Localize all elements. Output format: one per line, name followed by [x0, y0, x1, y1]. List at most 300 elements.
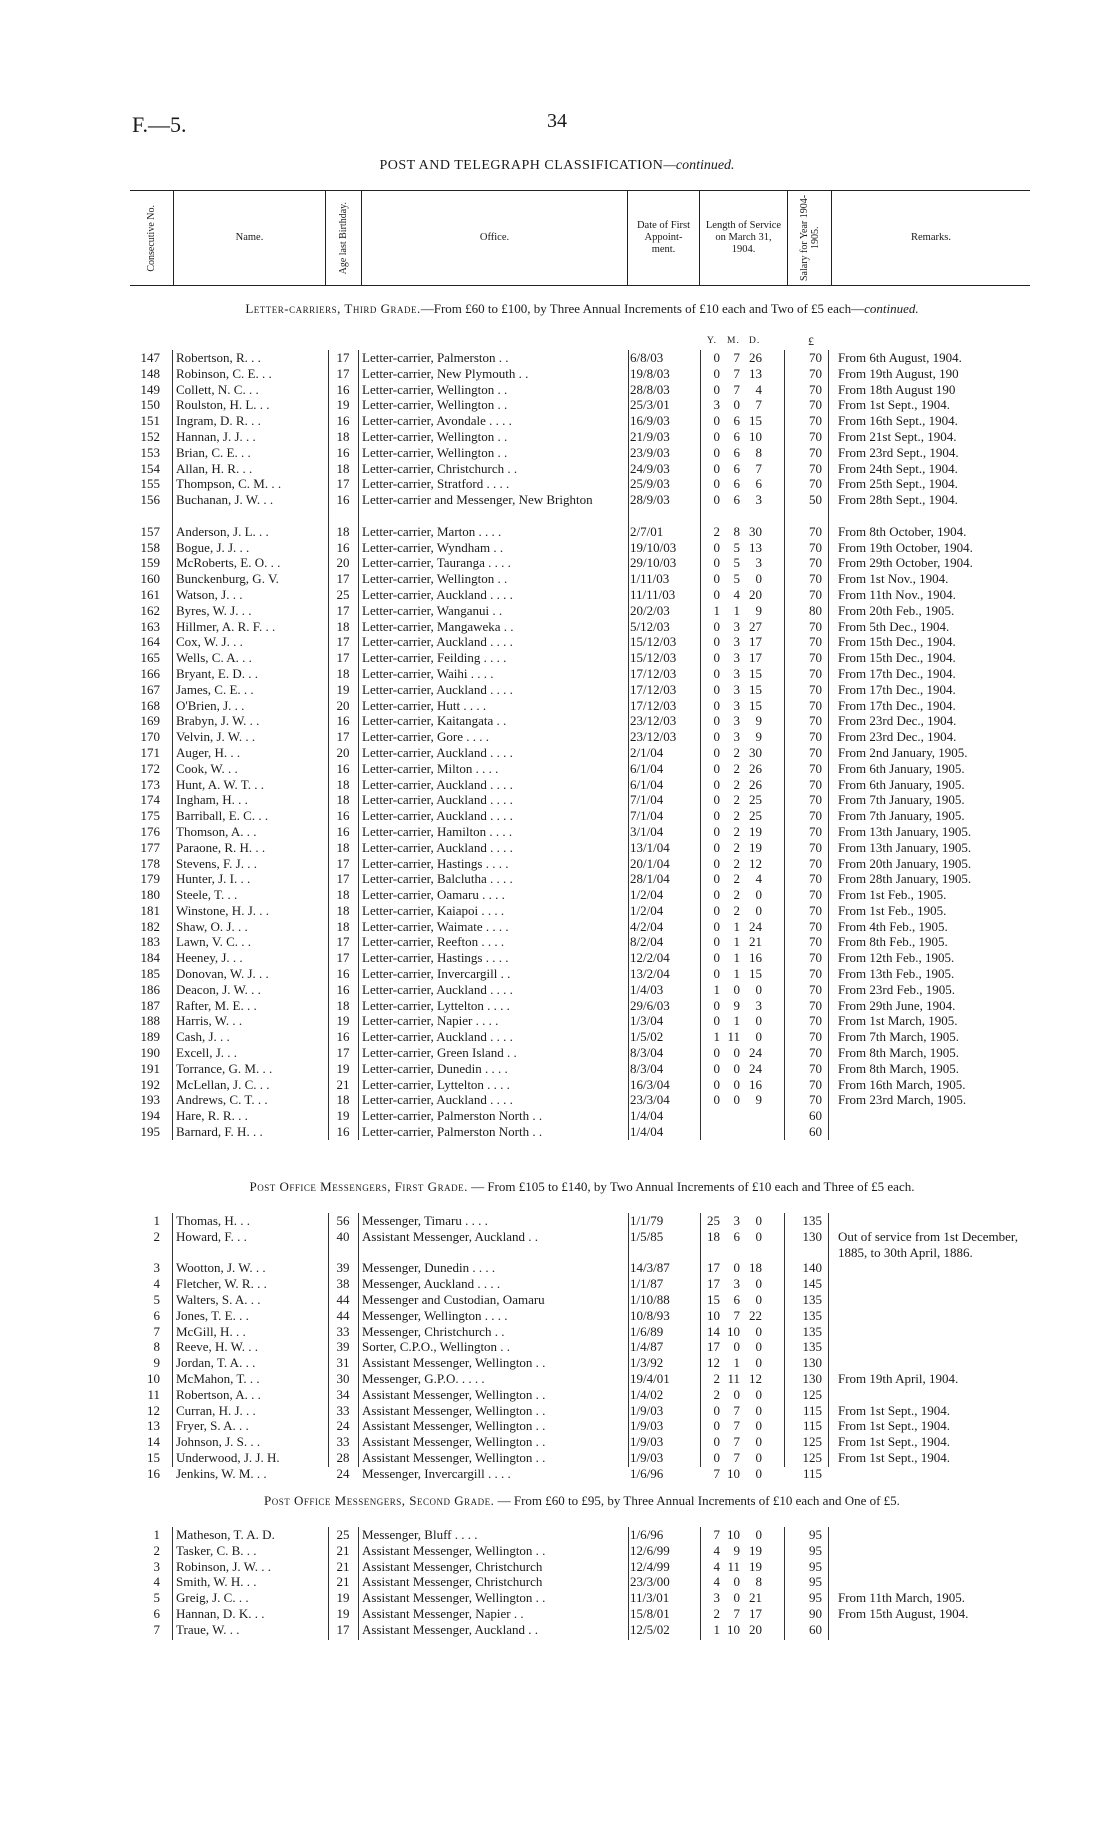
cell-office: Assistant Messenger, Wellington . . [362, 1590, 546, 1606]
cell-salary: 70 [809, 887, 822, 903]
cell-service-days: 25 [749, 808, 762, 824]
table-row [0, 982, 1114, 998]
cell-service-months: 7 [733, 1449, 740, 1465]
cell-office: Letter-carrier, Auckland . . . . [362, 681, 513, 697]
table-row [0, 634, 1114, 650]
table-row [0, 540, 1114, 556]
cell-age: 17 [336, 365, 350, 381]
cell-name: Auger, H. . . [176, 744, 241, 760]
table-row [0, 397, 1114, 413]
cell-consecutive-no: 192 [140, 1076, 160, 1092]
cell-appointment-date: 25/9/03 [630, 476, 670, 492]
column-rule [784, 1527, 785, 1640]
table-row [0, 1308, 1114, 1324]
cell-service-years: 0 [713, 1434, 720, 1450]
cell-remarks: From 17th Dec., 1904. [838, 665, 956, 681]
cell-salary: 80 [809, 602, 822, 618]
cell-office: Letter-carrier, Milton . . . . [362, 760, 499, 776]
cell-salary: 135 [802, 1291, 822, 1307]
cell-name: Fryer, S. A. . . [176, 1418, 249, 1434]
cell-remarks: From 20th Feb., 1905. [838, 602, 955, 618]
cell-salary: 70 [809, 634, 822, 650]
section-title-messengers-second [132, 1493, 1032, 1509]
cell-office: Letter-carrier, Wellington . . [362, 444, 508, 460]
table-row [0, 555, 1114, 571]
cell-name: Stevens, F. J. . . [176, 855, 257, 871]
cell-appointment-date: 1/9/03 [630, 1434, 664, 1450]
cell-service-days: 19 [749, 823, 762, 839]
cell-consecutive-no: 15 [147, 1449, 160, 1465]
cell-name: Steele, T. . . [176, 887, 238, 903]
cell-appointment-date: 19/10/03 [630, 539, 677, 555]
table-row [0, 745, 1114, 761]
cell-consecutive-no: 3 [153, 1558, 160, 1574]
cell-appointment-date: 2/1/04 [630, 744, 664, 760]
cell-service-years: 17 [707, 1276, 720, 1292]
cell-remarks: From 4th Feb., 1905. [838, 918, 948, 934]
cell-service-years: 0 [713, 950, 720, 966]
table-row [0, 1339, 1114, 1355]
cell-service-months: 6 [733, 1291, 740, 1307]
cell-service-years: 0 [713, 381, 720, 397]
table-row [0, 792, 1114, 808]
cell-salary: 115 [802, 1418, 822, 1434]
cell-age: 19 [336, 1590, 350, 1606]
cell-name: Bogue, J. J. . . [176, 539, 250, 555]
cell-consecutive-no: 195 [140, 1124, 160, 1140]
cell-salary: 135 [802, 1307, 822, 1323]
cell-service-months: 0 [733, 1386, 740, 1402]
cell-service-months: 10 [727, 1323, 740, 1339]
cell-age: 34 [336, 1386, 350, 1402]
cell-salary: 130 [802, 1370, 822, 1386]
column-rule [784, 1213, 785, 1467]
cell-salary: 70 [809, 1013, 822, 1029]
cell-service-days: 9 [755, 1092, 762, 1108]
cell-service-months: 9 [733, 1542, 740, 1558]
cell-age: 31 [336, 1355, 350, 1371]
cell-salary: 95 [809, 1527, 822, 1542]
page-number: 34 [547, 110, 567, 132]
cell-remarks: From 11th Nov., 1904. [838, 586, 956, 602]
unit-years: Y. [707, 336, 718, 346]
cell-service-years: 7 [713, 1527, 720, 1542]
cell-appointment-date: 19/4/01 [630, 1370, 670, 1386]
cell-service-years: 0 [713, 808, 720, 824]
cell-service-years: 0 [713, 744, 720, 760]
cell-age: 18 [336, 523, 350, 539]
column-rule [328, 1527, 329, 1640]
cell-consecutive-no: 165 [140, 650, 160, 666]
cell-service-months: 7 [733, 1402, 740, 1418]
cell-consecutive-no: 149 [140, 381, 160, 397]
column-rule [628, 1527, 629, 1640]
cell-consecutive-no: 181 [140, 902, 160, 918]
cell-age: 39 [336, 1339, 350, 1355]
cell-age: 18 [336, 902, 350, 918]
cell-appointment-date: 1/5/02 [630, 1029, 664, 1045]
cell-service-days: 13 [749, 539, 762, 555]
cell-office: Letter-carrier, Gore . . . . [362, 729, 489, 745]
cell-remarks: From 21st Sept., 1904. [838, 428, 957, 444]
cell-service-days: 26 [749, 776, 762, 792]
cell-name: O'Brien, J. . . [176, 697, 245, 713]
table-row [0, 1276, 1114, 1292]
cell-age: 17 [336, 350, 350, 365]
table-row [0, 919, 1114, 935]
cell-remarks: From 1st Sept., 1904. [838, 1434, 950, 1450]
section-title-c: continued. [864, 301, 919, 316]
table-row [0, 698, 1114, 714]
cell-age: 40 [336, 1228, 350, 1244]
cell-appointment-date: 20/2/03 [630, 602, 670, 618]
cell-service-days: 0 [755, 1434, 762, 1450]
cell-remarks: From 28th Sept., 1904. [838, 492, 958, 508]
cell-service-years: 3 [713, 397, 720, 413]
cell-service-years: 0 [713, 918, 720, 934]
cell-age: 19 [336, 681, 350, 697]
cell-appointment-date: 17/12/03 [630, 665, 677, 681]
cell-name: Watson, J. . . [176, 586, 243, 602]
cell-office: Assistant Messenger, Christchurch [362, 1558, 543, 1574]
cell-office: Letter-carrier, Waimate . . . . [362, 918, 509, 934]
cell-office: Letter-carrier, Hastings . . . . [362, 950, 509, 966]
cell-service-days: 16 [749, 1076, 762, 1092]
cell-age: 17 [336, 571, 350, 587]
table-row [0, 650, 1114, 666]
cell-salary: 70 [809, 1076, 822, 1092]
cell-service-days: 3 [755, 997, 762, 1013]
cell-service-years: 18 [707, 1228, 720, 1244]
cell-salary: 70 [809, 650, 822, 666]
col-no: Consecutive No. [130, 191, 174, 285]
cell-age: 17 [336, 634, 350, 650]
cell-remarks: Out of service from 1st December, 1885, to 30th April, 1886. [838, 1228, 1018, 1260]
cell-name: Hunter, J. I. . . [176, 871, 251, 887]
cell-service-days: 0 [755, 887, 762, 903]
cell-office: Letter-carrier, Kaiapoi . . . . [362, 902, 505, 918]
cell-appointment-date: 1/11/03 [630, 571, 670, 587]
cell-service-months: 3 [733, 618, 740, 634]
cell-salary: 70 [809, 1029, 822, 1045]
cell-service-years: 0 [713, 1449, 720, 1465]
cell-office: Letter-carrier, Wellington . . [362, 571, 508, 587]
cell-service-months: 0 [733, 981, 740, 997]
cell-service-days: 0 [755, 902, 762, 918]
cell-office: Letter-carrier, Invercargill . . [362, 966, 511, 982]
cell-service-months: 3 [733, 634, 740, 650]
table-row [0, 808, 1114, 824]
cell-service-years: 2 [713, 1605, 720, 1621]
cell-consecutive-no: 155 [140, 476, 160, 492]
cell-office: Messenger, Invercargill . . . . [362, 1465, 511, 1481]
cell-service-years: 0 [713, 681, 720, 697]
cell-appointment-date: 7/1/04 [630, 808, 664, 824]
cell-salary: 135 [802, 1213, 822, 1228]
cell-service-months: 5 [733, 571, 740, 587]
cell-service-months: 2 [733, 776, 740, 792]
cell-service-months: 5 [733, 555, 740, 571]
table-body-messengers-second [0, 1527, 1114, 1638]
cell-service-days: 24 [749, 918, 762, 934]
cell-consecutive-no: 8 [153, 1339, 160, 1355]
cell-name: Buchanan, J. W. . . [176, 492, 274, 508]
table-row [0, 1466, 1114, 1482]
cell-service-days: 0 [755, 1339, 762, 1355]
cell-salary: 70 [809, 365, 822, 381]
cell-appointment-date: 17/12/03 [630, 697, 677, 713]
table-row [0, 1013, 1114, 1029]
cell-salary: 95 [809, 1574, 822, 1590]
table-row [0, 777, 1114, 793]
cell-consecutive-no: 184 [140, 950, 160, 966]
cell-name: Ingham, H. . . [176, 792, 248, 808]
cell-name: Donovan, W. J. . . [176, 966, 269, 982]
cell-age: 16 [336, 492, 350, 508]
cell-appointment-date: 1/3/04 [630, 1013, 664, 1029]
cell-service-months: 2 [733, 887, 740, 903]
cell-service-days: 8 [755, 444, 762, 460]
cell-service-days: 10 [749, 428, 762, 444]
cell-age: 56 [336, 1213, 350, 1228]
cell-appointment-date: 12/4/99 [630, 1558, 670, 1574]
cell-consecutive-no: 13 [147, 1418, 160, 1434]
cell-name: Traue, W. . . [176, 1621, 240, 1637]
cell-service-months: 0 [733, 1060, 740, 1076]
cell-age: 16 [336, 1124, 350, 1140]
cell-consecutive-no: 3 [153, 1260, 160, 1276]
cell-name: Jenkins, W. M. . . [176, 1465, 267, 1481]
cell-service-days: 0 [755, 1386, 762, 1402]
cell-service-years: 0 [713, 476, 720, 492]
cell-remarks: From 1st Feb., 1905. [838, 902, 947, 918]
cell-service-days: 17 [749, 1605, 762, 1621]
cell-name: Byres, W. J. . . [176, 602, 252, 618]
cell-name: Jones, T. E. . . [176, 1307, 249, 1323]
cell-service-days: 0 [755, 1449, 762, 1465]
cell-appointment-date: 12/2/04 [630, 950, 670, 966]
cell-service-days: 0 [755, 1418, 762, 1434]
cell-remarks: From 29th October, 1904. [838, 555, 973, 571]
cell-service-months: 6 [733, 476, 740, 492]
cell-salary: 60 [809, 1124, 822, 1140]
cell-service-years: 0 [713, 997, 720, 1013]
cell-appointment-date: 1/6/89 [630, 1323, 664, 1339]
section-title-a: Letter-carriers, Third Grade. [245, 301, 421, 316]
cell-name: Cash, J. . . [176, 1029, 230, 1045]
cell-service-days: 3 [755, 555, 762, 571]
cell-name: Hannan, J. J. . . [176, 428, 256, 444]
cell-salary: 130 [802, 1355, 822, 1371]
cell-remarks: From 1st March, 1905. [838, 1013, 958, 1029]
cell-office: Letter-carrier, Auckland . . . . [362, 808, 513, 824]
cell-age: 17 [336, 1045, 350, 1061]
cell-remarks: From 7th March, 1905. [838, 1029, 959, 1045]
cell-service-days: 20 [749, 1621, 762, 1637]
section-title-letter-carriers [132, 301, 1032, 317]
cell-name: Winstone, H. J. . . [176, 902, 269, 918]
cell-appointment-date: 16/3/04 [630, 1076, 670, 1092]
cell-service-months: 1 [733, 918, 740, 934]
cell-salary: 70 [809, 681, 822, 697]
cell-service-years: 0 [713, 365, 720, 381]
cell-service-years: 10 [707, 1307, 720, 1323]
cell-office: Letter-carrier, Palmerston North . . [362, 1108, 543, 1124]
cell-age: 17 [336, 729, 350, 745]
table-row [0, 682, 1114, 698]
cell-salary: 70 [809, 350, 822, 365]
cell-age: 24 [336, 1418, 350, 1434]
cell-office: Letter-carrier, Oamaru . . . . [362, 887, 505, 903]
cell-appointment-date: 12/6/99 [630, 1542, 670, 1558]
cell-age: 16 [336, 381, 350, 397]
cell-consecutive-no: 158 [140, 539, 160, 555]
cell-appointment-date: 2/7/01 [630, 523, 664, 539]
cell-age: 16 [336, 760, 350, 776]
cell-name: Deacon, J. W. . . [176, 981, 261, 997]
column-rule [700, 350, 701, 1140]
cell-appointment-date: 8/3/04 [630, 1060, 664, 1076]
column-rule [700, 1527, 701, 1640]
cell-office: Letter-carrier, Wellington . . [362, 397, 508, 413]
cell-consecutive-no: 164 [140, 634, 160, 650]
column-rule [328, 1213, 329, 1467]
cell-consecutive-no: 175 [140, 808, 160, 824]
cell-service-days: 0 [755, 1355, 762, 1371]
cell-service-days: 21 [749, 1590, 762, 1606]
cell-service-days: 7 [755, 397, 762, 413]
cell-appointment-date: 23/3/00 [630, 1574, 670, 1590]
cell-office: Assistant Messenger, Wellington . . [362, 1386, 546, 1402]
cell-age: 21 [336, 1076, 350, 1092]
cell-salary: 70 [809, 381, 822, 397]
cell-consecutive-no: 177 [140, 839, 160, 855]
cell-appointment-date: 19/8/03 [630, 365, 670, 381]
cell-service-years: 0 [713, 902, 720, 918]
cell-service-months: 0 [733, 1076, 740, 1092]
cell-appointment-date: 15/12/03 [630, 650, 677, 666]
cell-remarks: From 19th October, 1904. [838, 539, 973, 555]
cell-appointment-date: 29/10/03 [630, 555, 677, 571]
cell-office: Letter-carrier, Marton . . . . [362, 523, 502, 539]
cell-remarks: From 8th October, 1904. [838, 523, 967, 539]
cell-office: Letter-carrier, Christchurch . . [362, 460, 518, 476]
cell-name: Curran, H. J. . . [176, 1402, 256, 1418]
cell-appointment-date: 6/1/04 [630, 776, 664, 792]
cell-appointment-date: 20/1/04 [630, 855, 670, 871]
cell-office: Letter-carrier and Messenger, New Brighton [362, 492, 593, 508]
cell-age: 25 [336, 1527, 350, 1542]
cell-remarks: From 5th Dec., 1904. [838, 618, 950, 634]
cell-remarks: From 23rd Feb., 1905. [838, 981, 955, 997]
column-rule [172, 1213, 173, 1467]
col-salary: Salary for Year 1904-1905. [788, 191, 832, 285]
cell-name: McGill, H. . . [176, 1323, 246, 1339]
column-rule [628, 350, 629, 1140]
cell-appointment-date: 1/6/96 [630, 1527, 664, 1542]
table-row [0, 1622, 1114, 1638]
cell-name: Allan, H. R. . . [176, 460, 253, 476]
cell-salary: 70 [809, 586, 822, 602]
table-row [0, 1418, 1114, 1434]
cell-service-days: 17 [749, 634, 762, 650]
title-continued: —continued. [663, 158, 735, 173]
cell-service-years: 2 [713, 1386, 720, 1402]
table-row [0, 1590, 1114, 1606]
cell-office: Messenger, Timaru . . . . [362, 1213, 488, 1228]
cell-age: 18 [336, 460, 350, 476]
cell-age: 19 [336, 1060, 350, 1076]
cell-consecutive-no: 16 [147, 1465, 160, 1481]
cell-age: 16 [336, 539, 350, 555]
cell-appointment-date: 13/1/04 [630, 839, 670, 855]
cell-consecutive-no: 4 [153, 1574, 160, 1590]
table-row [0, 1077, 1114, 1093]
cell-appointment-date: 15/12/03 [630, 634, 677, 650]
table-row [0, 1292, 1114, 1308]
cell-service-years: 0 [713, 887, 720, 903]
cell-name: Rafter, M. E. . . [176, 997, 257, 1013]
cell-service-months: 8 [733, 523, 740, 539]
cell-office: Letter-carrier, Wellington . . [362, 428, 508, 444]
cell-office: Letter-carrier, Wanganui . . [362, 602, 503, 618]
cell-age: 33 [336, 1402, 350, 1418]
cell-appointment-date: 1/4/04 [630, 1108, 664, 1124]
table-row [0, 1324, 1114, 1340]
cell-appointment-date: 3/1/04 [630, 823, 664, 839]
cell-service-months: 1 [733, 950, 740, 966]
cell-consecutive-no: 194 [140, 1108, 160, 1124]
cell-name: Howard, F. . . [176, 1228, 247, 1244]
cell-service-days: 0 [755, 1228, 762, 1244]
cell-appointment-date: 28/8/03 [630, 381, 670, 397]
cell-service-months: 3 [733, 729, 740, 745]
cell-consecutive-no: 5 [153, 1590, 160, 1606]
section-title-b: — From £105 to £140, by Two Annual Increments of £10 each and Three of £5 each. [467, 1179, 915, 1194]
cell-service-years: 17 [707, 1260, 720, 1276]
cell-appointment-date: 16/9/03 [630, 413, 670, 429]
cell-age: 16 [336, 444, 350, 460]
page-title [0, 158, 1114, 174]
cell-service-days: 16 [749, 950, 762, 966]
cell-age: 44 [336, 1307, 350, 1323]
cell-consecutive-no: 10 [147, 1370, 160, 1386]
cell-remarks: From 8th March, 1905. [838, 1060, 959, 1076]
cell-name: Robinson, C. E. . . [176, 365, 272, 381]
cell-service-months: 5 [733, 539, 740, 555]
cell-salary: 70 [809, 934, 822, 950]
cell-office: Assistant Messenger, Wellington . . [362, 1418, 546, 1434]
cell-consecutive-no: 172 [140, 760, 160, 776]
table-row [0, 666, 1114, 682]
cell-consecutive-no: 161 [140, 586, 160, 602]
cell-name: McMahon, T. . . [176, 1370, 260, 1386]
cell-office: Messenger and Custodian, Oamaru [362, 1291, 545, 1307]
cell-salary: 70 [809, 428, 822, 444]
cell-service-months: 1 [733, 1355, 740, 1371]
section-title-a: Post Office Messengers, Second Grade. [264, 1493, 495, 1508]
cell-office: Letter-carrier, Wyndham . . [362, 539, 504, 555]
cell-salary: 95 [809, 1590, 822, 1606]
cell-consecutive-no: 4 [153, 1276, 160, 1292]
cell-service-years: 15 [707, 1291, 720, 1307]
cell-office: Letter-carrier, Dunedin . . . . [362, 1060, 508, 1076]
cell-office: Letter-carrier, Auckland . . . . [362, 1092, 513, 1108]
cell-age: 33 [336, 1323, 350, 1339]
cell-name: Hare, R. R. . . [176, 1108, 248, 1124]
cell-service-years: 0 [713, 350, 720, 365]
cell-age: 16 [336, 808, 350, 824]
